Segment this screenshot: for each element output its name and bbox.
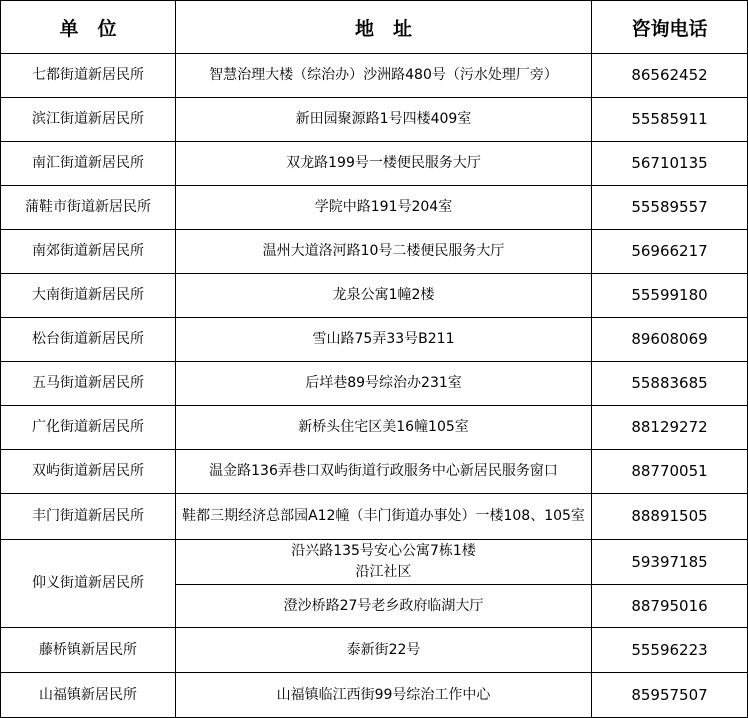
header-unit: 单 位 xyxy=(1,1,176,54)
table-row xyxy=(1,628,748,673)
table-row xyxy=(1,362,748,406)
phone-cell: 55585911 xyxy=(592,98,748,142)
address-cell: 双龙路199号一楼便民服务大厅 xyxy=(176,142,592,186)
address-cell: 新田园聚源路1号四楼409室 xyxy=(176,98,592,142)
unit-cell: 双屿街道新居民所 xyxy=(1,450,176,494)
address-cell: 龙泉公寓1幢2楼 xyxy=(176,274,592,318)
table-row xyxy=(1,406,748,450)
header-address: 地 址 xyxy=(176,1,592,54)
address-cell: 智慧治理大楼（综治办）沙洲路480号（污水处理厂旁） xyxy=(176,54,592,98)
table-row xyxy=(1,274,748,318)
unit-cell: 松台街道新居民所 xyxy=(1,318,176,362)
phone-cell: 55883685 xyxy=(592,362,748,406)
address-cell: 学院中路191号204室 xyxy=(176,186,592,230)
table-row xyxy=(1,186,748,230)
unit-cell: 大南街道新居民所 xyxy=(1,274,176,318)
unit-cell: 五马街道新居民所 xyxy=(1,362,176,406)
table-row xyxy=(1,142,748,186)
address-cell: 新桥头住宅区美16幢105室 xyxy=(176,406,592,450)
unit-cell: 丰门街道新居民所 xyxy=(1,494,176,540)
unit-cell: 藤桥镇新居民所 xyxy=(1,628,176,673)
phone-cell: 55589557 xyxy=(592,186,748,230)
phone-cell: 89608069 xyxy=(592,318,748,362)
unit-cell: 山福镇新居民所 xyxy=(1,673,176,718)
table-row xyxy=(1,318,748,362)
table-row xyxy=(1,450,748,494)
address-cell: 雪山路75弄33号B211 xyxy=(176,318,592,362)
phone-cell: 88129272 xyxy=(592,406,748,450)
unit-cell: 蒲鞋市街道新居民所 xyxy=(1,186,176,230)
address-cell: 山福镇临江西街99号综治工作中心 xyxy=(176,673,592,718)
header-row xyxy=(1,1,748,54)
address-cell: 温金路136弄巷口双屿街道行政服务中心新居民服务窗口 xyxy=(176,450,592,494)
address-cell: 温州大道洛河路10号二楼便民服务大厅 xyxy=(176,230,592,274)
table-row xyxy=(1,98,748,142)
unit-cell: 南郊街道新居民所 xyxy=(1,230,176,274)
table-row xyxy=(1,54,748,98)
table-row xyxy=(1,540,748,585)
address-cell: 泰新街22号 xyxy=(176,628,592,673)
table-row xyxy=(1,494,748,540)
unit-cell: 滨江街道新居民所 xyxy=(1,98,176,142)
phone-cell: 88891505 xyxy=(592,494,748,540)
unit-cell: 七都街道新居民所 xyxy=(1,54,176,98)
table-row xyxy=(1,673,748,718)
phone-cell: 55596223 xyxy=(592,628,748,673)
address-cell: 后垟巷89号综治办231室 xyxy=(176,362,592,406)
phone-cell: 59397185 xyxy=(592,540,748,585)
phone-cell: 88795016 xyxy=(592,585,748,628)
phone-cell: 56710135 xyxy=(592,142,748,186)
phone-cell: 88770051 xyxy=(592,450,748,494)
table-row xyxy=(1,230,748,274)
unit-cell: 仰义街道新居民所 xyxy=(1,540,176,628)
unit-cell: 广化街道新居民所 xyxy=(1,406,176,450)
phone-cell: 86562452 xyxy=(592,54,748,98)
phone-cell: 56966217 xyxy=(592,230,748,274)
header-phone: 咨询电话 xyxy=(592,1,748,54)
address-cell: 鞋都三期经济总部园A12幢（丰门街道办事处）一楼108、105室 xyxy=(176,494,592,540)
unit-cell: 南汇街道新居民所 xyxy=(1,142,176,186)
phone-cell: 85957507 xyxy=(592,673,748,718)
address-cell: 澄沙桥路27号老乡政府临湖大厅 xyxy=(176,585,592,628)
phone-cell: 55599180 xyxy=(592,274,748,318)
address-cell: 沿兴路135号安心公寓7栋1楼 沿江社区 xyxy=(176,540,592,585)
